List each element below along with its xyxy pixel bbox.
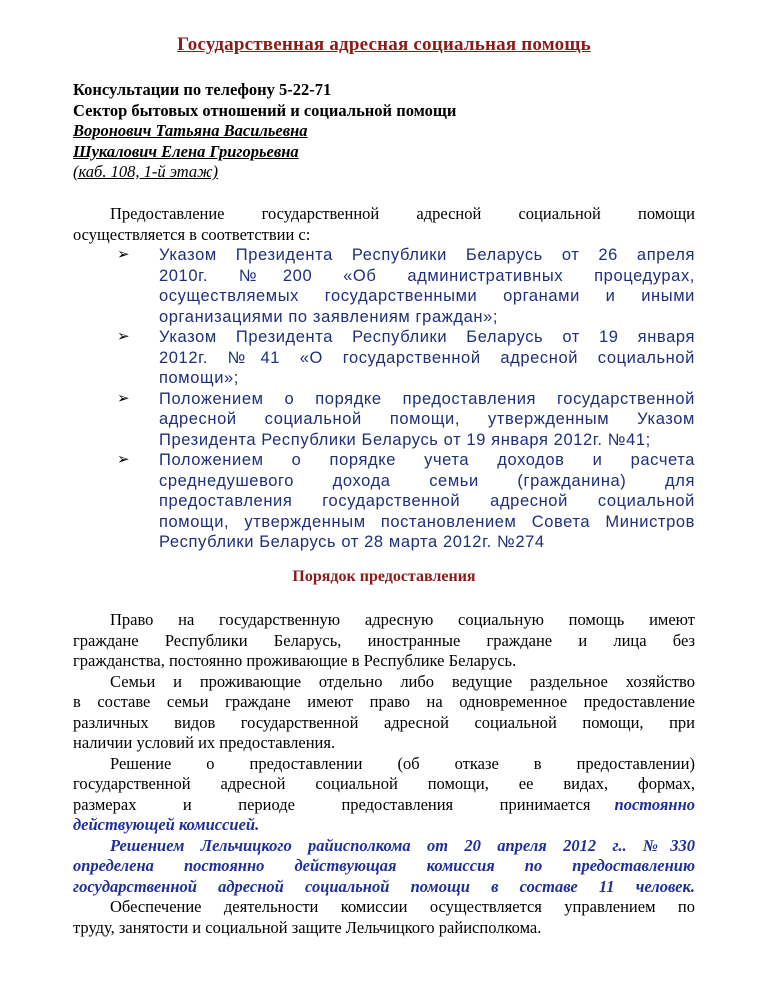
list-item-line: Указом Президента Республики Беларусь от 26 апреля	[159, 246, 695, 264]
paragraph-line: Семьи и проживающие отдельно либо ведущие раздельное хозяйство	[110, 671, 695, 691]
page-title: Государственная адресная социальная помощь	[177, 34, 591, 55]
arrow-bullet-icon: ➢	[117, 390, 130, 407]
paragraph-line: труду, занятости и социальной защите Лельчицкого райисполкома.	[73, 917, 542, 937]
list-item-line: 2010г. №200 «Об административных процедурах,	[159, 266, 695, 285]
list-item-line: Положением о порядке учета доходов и расчета	[159, 451, 695, 469]
section-heading: Порядок предоставления	[292, 568, 476, 585]
list-item-line: среднедушевого дохода семьи (гражданина) для	[159, 471, 695, 490]
list-item-line: организациями по заявлениям граждан»;	[159, 307, 499, 326]
phone-line: Консультации по телефону 5-22-71	[73, 80, 332, 99]
sector-line: Сектор бытовых отношений и социальной помощи	[73, 100, 457, 120]
procedure-section	[73, 610, 695, 938]
list-item-line: 2012г. №41 «О государственной адресной социальной	[159, 348, 695, 367]
list-item	[73, 389, 695, 451]
list-item	[73, 450, 695, 553]
list-item	[73, 245, 695, 327]
paragraph-line: Обеспечение деятельности комиссии осуществляется управлением по	[110, 897, 695, 916]
decision-line: Решением Лельчицкого райисполкома от 20 апреля 2012 г.. №330	[110, 835, 695, 855]
paragraph-line: в составе семьи граждане имеют право на одновременное предоставление	[73, 692, 695, 711]
room-info: (каб. 108, 1-й этаж)	[73, 162, 218, 181]
contacts-block	[73, 80, 713, 183]
list-item-line: Указом Президента Республики Беларусь от 19 января	[159, 328, 695, 346]
emphasis-text: постоянно	[614, 794, 695, 814]
paragraph-line: Право на государственную адресную социальную помощь имеют	[110, 610, 695, 629]
emphasis-text: действующей комиссией.	[73, 815, 260, 834]
paragraph-line: различных видов государственной адресной социальной помощи, при	[73, 712, 695, 732]
list-item-line: адресной социальной помощи, утвержденным Указом	[159, 410, 695, 428]
decision-line: государственной адресной социальной помощи в составе 11 человек.	[73, 876, 695, 896]
decision-line: определена постоянно действующая комиссия по предоставлению	[73, 856, 695, 875]
list-item-line: предоставления государственной адресной социальной	[159, 492, 695, 510]
list-item-line: Положением о порядке предоставления государственной	[159, 389, 695, 408]
list-item-line: осуществляемых государственными органами и иными	[159, 287, 695, 305]
arrow-bullet-icon: ➢	[117, 247, 130, 263]
paragraph-line	[73, 795, 695, 816]
arrow-bullet-icon: ➢	[117, 329, 130, 345]
list-item-line: Республики Беларусь от 28 марта 2012г. №274	[159, 533, 545, 551]
list-item-line: помощи»;	[159, 369, 239, 387]
paragraph-line: государственной адресной социальной помощи, ее видах, формах,	[73, 774, 695, 793]
paragraph-line: гражданства, постоянно проживающие в Республике Беларусь.	[73, 651, 517, 670]
list-item-line: Президента Республики Беларусь от 19 января 2012г. №41;	[159, 430, 651, 449]
contact-person-2: Шукалович Елена Григорьевна	[73, 141, 299, 161]
intro-line-1: Предоставление государственной адресной социальной помощи	[110, 204, 695, 223]
legal-basis-list	[73, 245, 695, 553]
paragraph-line: Решение о предоставлении (об отказе в предоставлении)	[110, 753, 695, 773]
paragraph-line: наличии условий их предоставления.	[73, 733, 336, 752]
paragraph-line-text: размерах и периоде предоставления принимается	[73, 794, 591, 814]
paragraph-line: граждане Республики Беларусь, иностранные граждане и лица без	[73, 630, 695, 650]
arrow-bullet-icon: ➢	[117, 452, 130, 468]
list-item-line: помощи, утвержденным постановлением Совета Министров	[159, 512, 695, 531]
contact-person-1: Воронович Татьяна Васильевна	[73, 121, 308, 140]
list-item	[73, 327, 695, 389]
intro-line-2: осуществляется в соответствии с:	[73, 224, 311, 244]
intro-paragraph	[73, 204, 695, 245]
